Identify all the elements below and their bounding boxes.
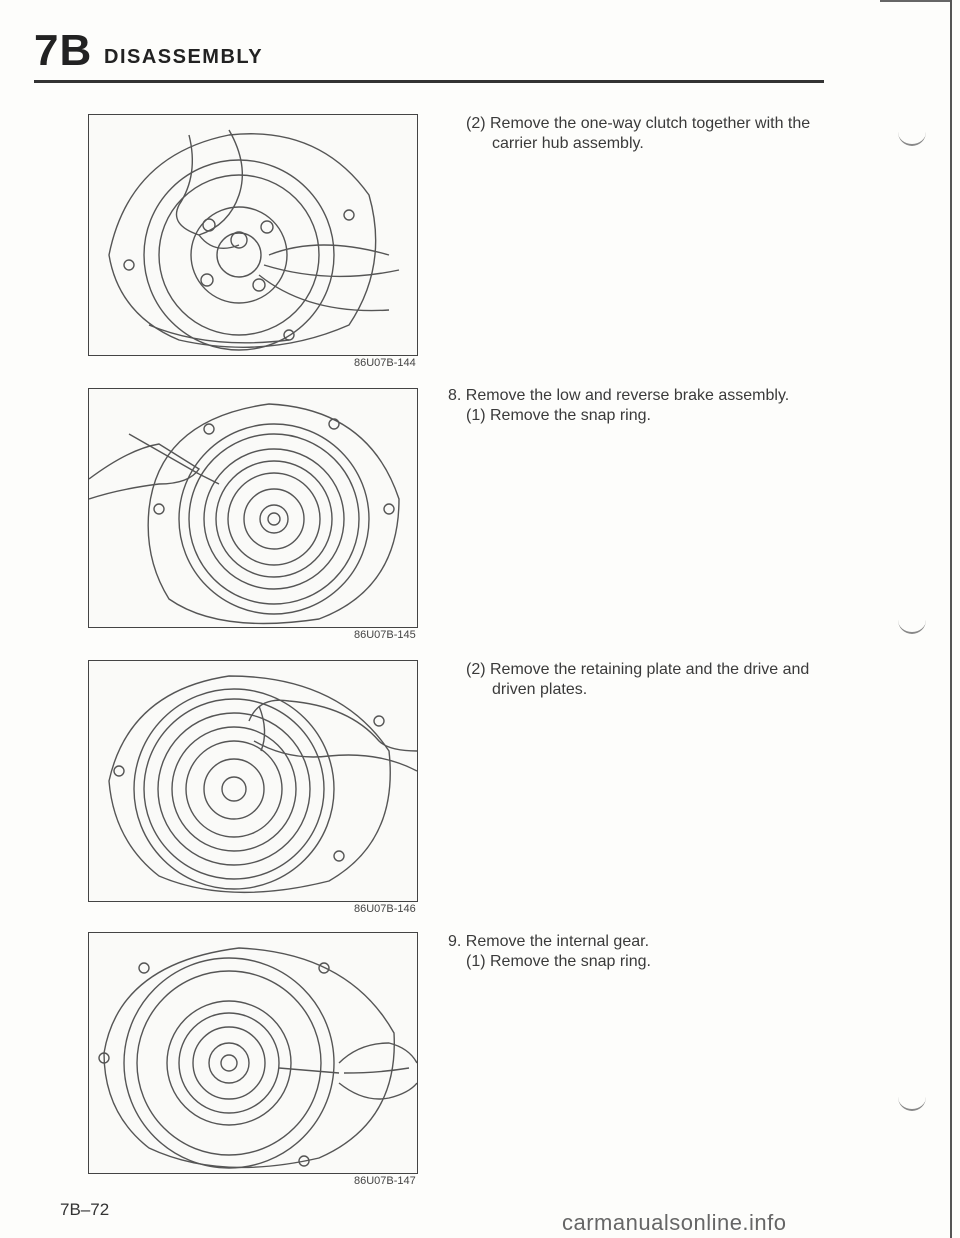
figure-4 [88, 932, 418, 1174]
step-text-line: (2) Remove the one-way clutch together with the [466, 115, 811, 132]
step-remove-low-reverse-brake [448, 386, 789, 426]
step-text-line: (2) Remove the retaining plate and the drive and [466, 661, 810, 678]
step-text-line: driven plates. [492, 681, 588, 698]
section-code: 7B [34, 26, 93, 75]
figure-2 [88, 388, 418, 628]
step-remove-retaining-plate [448, 660, 809, 700]
figure-1-illustration [89, 115, 417, 355]
figure-4-caption: 86U07B-147 [354, 1175, 416, 1187]
step-text-line: (1) Remove the snap ring. [466, 953, 651, 970]
figure-3-illustration [89, 661, 417, 901]
step-text-line: (1) Remove the snap ring. [466, 407, 651, 424]
step-text-line: carrier hub assembly. [492, 135, 644, 152]
step-text-line: 9. Remove the internal gear. [448, 933, 650, 950]
figure-3-caption: 86U07B-146 [354, 903, 416, 915]
figure-4-illustration [89, 933, 417, 1173]
page-edge-tick [880, 0, 950, 2]
figure-2-illustration [89, 389, 417, 627]
scan-mark [898, 1095, 926, 1111]
header-divider [34, 80, 824, 83]
figure-2-caption: 86U07B-145 [354, 629, 416, 641]
scan-mark [898, 130, 926, 146]
figure-3 [88, 660, 418, 902]
step-text-line: 8. Remove the low and reverse brake assembly. [448, 387, 790, 404]
step-remove-internal-gear [448, 932, 651, 972]
scan-mark [898, 618, 926, 634]
figure-1 [88, 114, 418, 356]
watermark: carmanualsonline.info [562, 1210, 787, 1235]
figure-1-caption: 86U07B-144 [354, 357, 416, 369]
section-title: DISASSEMBLY [104, 46, 264, 68]
page-number: 7B–72 [60, 1200, 110, 1219]
step-remove-one-way-clutch [448, 114, 810, 154]
page-edge-line [950, 0, 952, 1238]
